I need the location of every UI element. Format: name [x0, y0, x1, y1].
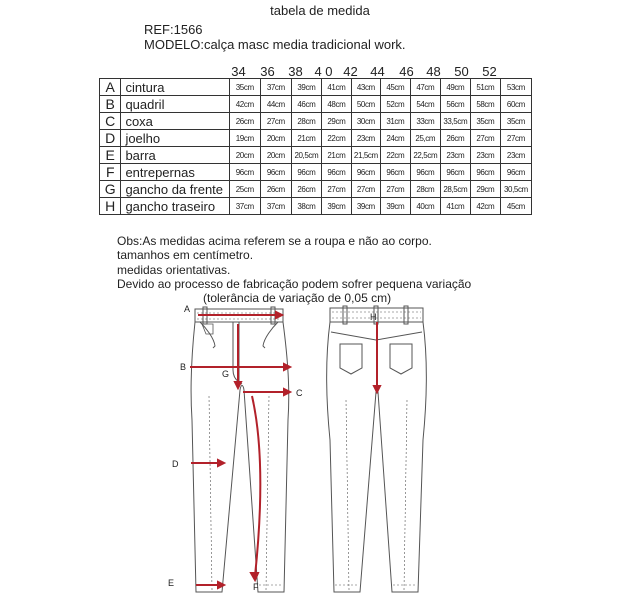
measurement-cell: 24cm	[380, 130, 410, 147]
measurement-cell: 27cm	[260, 113, 291, 130]
measurement-cell: 23cm	[470, 147, 500, 164]
measurement-cell: 41cm	[321, 79, 351, 96]
measurement-cell: 46cm	[291, 96, 321, 113]
measurement-cell: 51cm	[470, 79, 500, 96]
measurement-cell: 27cm	[351, 181, 380, 198]
measurement-cell: 45cm	[500, 198, 531, 215]
row-label: barra	[121, 147, 229, 164]
measurement-cell: 30,5cm	[500, 181, 531, 198]
measurement-cell: 56cm	[440, 96, 470, 113]
row-label: gancho traseiro	[121, 198, 229, 215]
pants-diagram	[0, 300, 640, 600]
size-header: 48	[426, 64, 441, 79]
measurement-cell: 20cm	[229, 147, 260, 164]
note-line: medidas orientativas.	[117, 262, 231, 277]
notes-block	[117, 234, 471, 305]
measurement-cell: 96cm	[291, 164, 321, 181]
row-letter: G	[100, 181, 121, 198]
note-line: Devido ao processo de fabricação podem sofrer pequena variação	[117, 276, 472, 291]
label-g: G	[222, 369, 230, 379]
reference-code: REF:1566	[144, 22, 203, 37]
measurement-cell: 33cm	[410, 113, 440, 130]
measurement-cell: 21cm	[321, 147, 351, 164]
measurement-cell: 47cm	[410, 79, 440, 96]
measurement-table	[99, 78, 532, 215]
measurement-cell: 30cm	[351, 113, 380, 130]
measurement-cell: 33,5cm	[440, 113, 470, 130]
table-row	[100, 79, 532, 96]
measurement-cell: 53cm	[500, 79, 531, 96]
row-letter: E	[100, 147, 121, 164]
model-description: MODELO:calça masc media tradicional work.	[144, 37, 406, 52]
measurement-cell: 20cm	[260, 130, 291, 147]
measurement-cell: 26cm	[440, 130, 470, 147]
measurement-cell: 21cm	[291, 130, 321, 147]
row-letter: H	[100, 198, 121, 215]
measurement-cell: 27cm	[500, 130, 531, 147]
measurement-cell: 96cm	[260, 164, 291, 181]
measurement-cell: 22cm	[321, 130, 351, 147]
size-header: 44	[370, 64, 385, 79]
size-header: 42	[343, 64, 358, 79]
label-c: C	[296, 388, 303, 398]
measurement-cell: 28,5cm	[440, 181, 470, 198]
row-letter: D	[100, 130, 121, 147]
measurement-cell: 27cm	[380, 181, 410, 198]
size-header: 4 0	[314, 64, 333, 79]
measurement-cell: 20cm	[260, 147, 291, 164]
measurement-cell: 26cm	[229, 113, 260, 130]
row-letter: C	[100, 113, 121, 130]
measurement-cell: 28cm	[291, 113, 321, 130]
measurement-cell: 49cm	[440, 79, 470, 96]
measurement-cell: 52cm	[380, 96, 410, 113]
measurement-cell: 25,cm	[410, 130, 440, 147]
measure-line-f	[252, 396, 260, 576]
measurement-cell: 23cm	[351, 130, 380, 147]
row-letter: B	[100, 96, 121, 113]
row-letter: F	[100, 164, 121, 181]
table-row	[100, 113, 532, 130]
row-label: entrepernas	[121, 164, 229, 181]
size-header: 34	[231, 64, 246, 79]
measurement-cell: 42cm	[470, 198, 500, 215]
measurement-cell: 21,5cm	[351, 147, 380, 164]
measurement-cell: 38cm	[291, 198, 321, 215]
size-header: 38	[288, 64, 303, 79]
size-header: 46	[399, 64, 414, 79]
measurement-cell: 40cm	[410, 198, 440, 215]
measurement-cell: 19cm	[229, 130, 260, 147]
table-row	[100, 96, 532, 113]
measurement-cell: 41cm	[440, 198, 470, 215]
label-a: A	[184, 304, 191, 314]
label-d: D	[172, 459, 179, 469]
row-label: joelho	[121, 130, 229, 147]
table-row	[100, 130, 532, 147]
measurement-cell: 39cm	[380, 198, 410, 215]
measurement-cell: 27cm	[470, 130, 500, 147]
measurement-cell: 37cm	[260, 79, 291, 96]
measurement-cell: 42cm	[229, 96, 260, 113]
note-line: tamanhos em centímetro.	[117, 248, 254, 263]
front-pants-outline	[191, 307, 289, 592]
page-title: tabela de medida	[270, 3, 370, 18]
measurement-cell: 35cm	[229, 79, 260, 96]
measurement-cell: 96cm	[321, 164, 351, 181]
measurement-cell: 96cm	[410, 164, 440, 181]
size-header: 36	[260, 64, 275, 79]
measurement-cell: 39cm	[291, 79, 321, 96]
measurement-cell: 37cm	[229, 198, 260, 215]
table-row	[100, 198, 532, 215]
measurement-cell: 29cm	[470, 181, 500, 198]
row-label: gancho da frente	[121, 181, 229, 198]
measurement-cell: 31cm	[380, 113, 410, 130]
label-e: E	[168, 578, 175, 588]
measurement-cell: 96cm	[440, 164, 470, 181]
measurement-cell: 22cm	[380, 147, 410, 164]
size-header: 50	[454, 64, 469, 79]
measurement-cell: 35cm	[500, 113, 531, 130]
measurement-cell: 39cm	[321, 198, 351, 215]
row-letter: A	[100, 79, 121, 96]
table-row	[100, 147, 532, 164]
measurement-cell: 45cm	[380, 79, 410, 96]
measurement-cell: 96cm	[380, 164, 410, 181]
measurement-cell: 37cm	[260, 198, 291, 215]
measurement-cell: 27cm	[321, 181, 351, 198]
label-b: B	[180, 362, 187, 372]
row-label: cintura	[121, 79, 229, 96]
measurement-cell: 60cm	[500, 96, 531, 113]
measurement-cell: 50cm	[351, 96, 380, 113]
measurement-cell: 26cm	[291, 181, 321, 198]
size-header: 52	[482, 64, 497, 79]
label-f: F	[253, 582, 259, 592]
note-line: Obs:As medidas acima referem se a roupa e não ao corpo.	[117, 234, 432, 248]
measurement-cell: 96cm	[351, 164, 380, 181]
measurement-cell: 23cm	[500, 147, 531, 164]
table-row	[100, 181, 532, 198]
measurement-cell: 23cm	[440, 147, 470, 164]
measurement-cell: 20,5cm	[291, 147, 321, 164]
measurement-cell: 29cm	[321, 113, 351, 130]
measurement-cell: 22,5cm	[410, 147, 440, 164]
measurement-cell: 48cm	[321, 96, 351, 113]
note-line: (tolerância de variação de 0,05 cm)	[203, 291, 392, 306]
measurement-cell: 43cm	[351, 79, 380, 96]
label-h: H	[370, 312, 377, 322]
table-row	[100, 164, 532, 181]
measurement-cell: 96cm	[500, 164, 531, 181]
measurement-cell: 44cm	[260, 96, 291, 113]
row-label: quadril	[121, 96, 229, 113]
measurement-cell: 96cm	[470, 164, 500, 181]
measurement-cell: 58cm	[470, 96, 500, 113]
measurement-cell: 39cm	[351, 198, 380, 215]
measurement-cell: 25cm	[229, 181, 260, 198]
measurement-cell: 35cm	[470, 113, 500, 130]
row-label: coxa	[121, 113, 229, 130]
measurement-cell: 28cm	[410, 181, 440, 198]
measurement-cell: 26cm	[260, 181, 291, 198]
measurement-cell: 54cm	[410, 96, 440, 113]
measurement-cell: 96cm	[229, 164, 260, 181]
